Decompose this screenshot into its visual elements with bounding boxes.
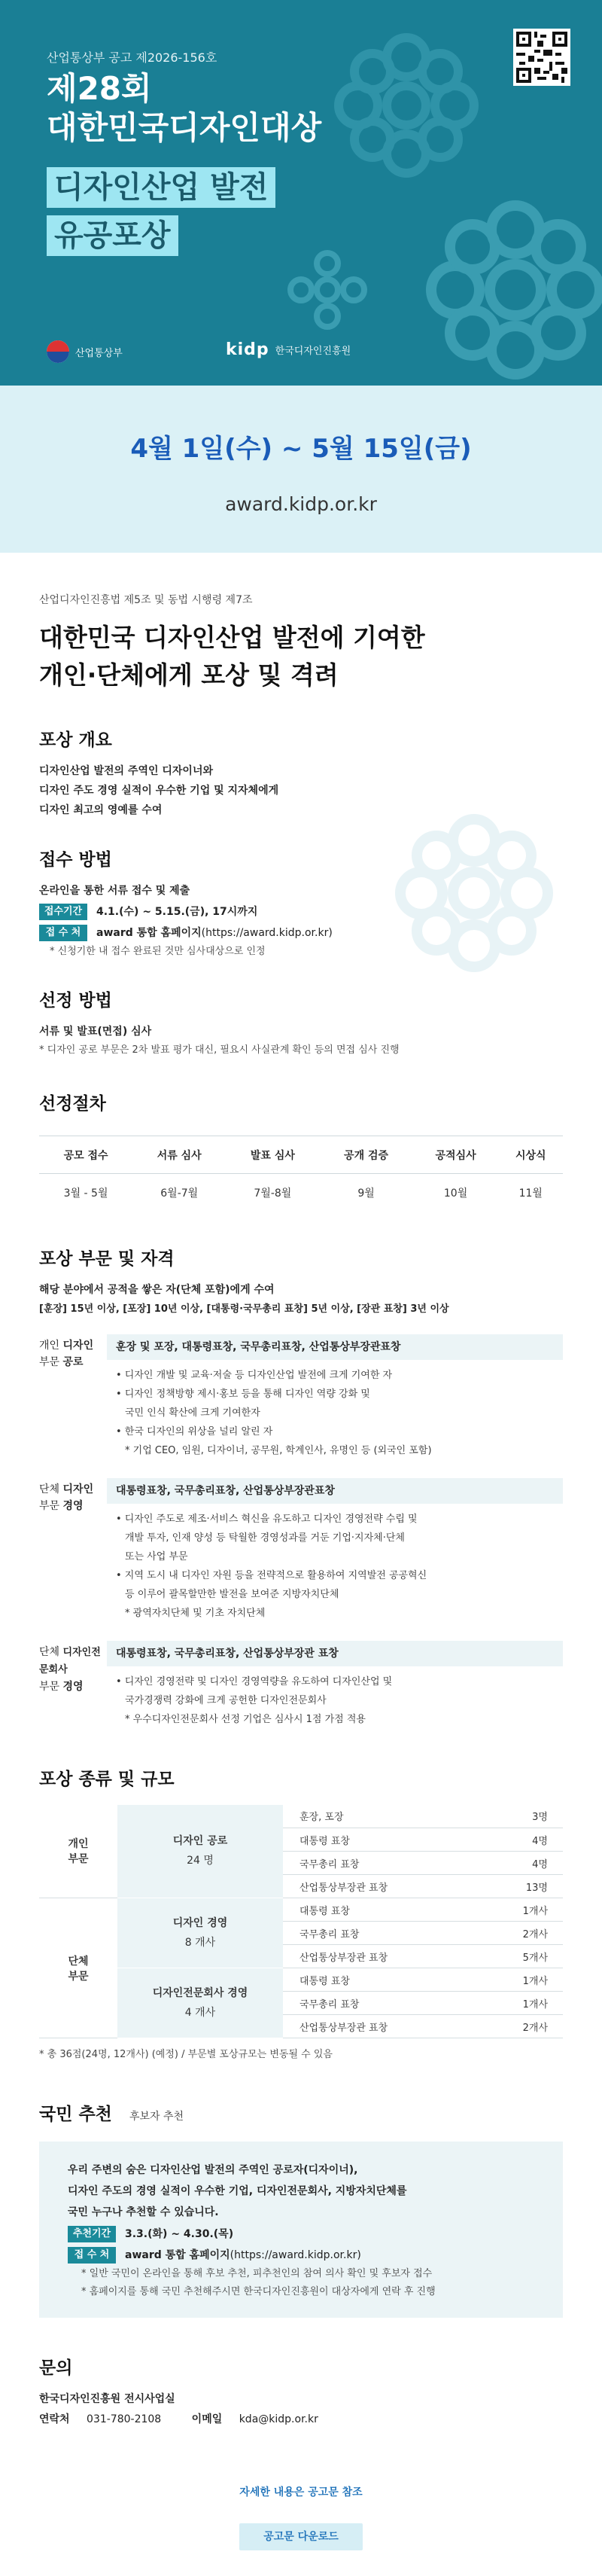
label-name: 경영 xyxy=(62,1499,84,1512)
award-name: 대통령 표창 xyxy=(283,1898,485,1922)
awards-note: * 총 36점(24명, 12개사) (예정) / 부문별 포상규모는 변동될 수 있음 xyxy=(39,2049,333,2060)
ministry-name: 산업통상부 xyxy=(75,347,123,359)
category-awards: 대통령표창, 국무총리표창, 산업통상부장관표창 xyxy=(107,1478,563,1504)
section-title: 국민 추천 xyxy=(39,2105,112,2124)
category-group-management xyxy=(39,1478,563,1626)
flower-decoration-icon xyxy=(286,248,369,331)
contact-org: 한국디자인진흥원 전시사업실 xyxy=(39,2393,175,2405)
step-date: 9월 xyxy=(357,1187,375,1200)
notice-number: 산업통상부 공고 제2026-156호 xyxy=(47,50,217,65)
period-value: 3.3.(화) ~ 4.30.(목) xyxy=(125,2228,234,2240)
step-date: 11월 xyxy=(518,1187,543,1200)
award-title: 대한민국디자인대상 xyxy=(47,109,322,146)
recommend-section xyxy=(39,2100,563,2318)
category-label xyxy=(39,1478,107,1626)
award-name: 훈장, 포장 xyxy=(283,1805,485,1828)
step-name: 공개 검증 xyxy=(319,1136,412,1174)
award-name: 국무총리 표창 xyxy=(283,1992,485,2015)
award-name: 국무총리 표창 xyxy=(283,1852,485,1875)
headline-line-2: 개인·단체에게 포상 및 격려 xyxy=(39,660,339,690)
recommend-box xyxy=(39,2142,563,2318)
headline-line-1: 대한민국 디자인산업 발전에 기여한 xyxy=(39,623,425,652)
group-label: 개인 부문 xyxy=(39,1805,117,1898)
table-row xyxy=(39,1968,563,1992)
award-count: 13명 xyxy=(485,1875,563,1898)
table-row xyxy=(39,1805,563,1828)
phone-label: 연락처 xyxy=(39,2413,70,2425)
category-body xyxy=(107,1334,563,1463)
list-item: * 기업 CEO, 임원, 디자이너, 공무원, 학계인사, 유명인 등 (외국인 포함) xyxy=(125,1444,432,1456)
category-awards: 대통령표창, 국무총리표창, 산업통상부장관 표창 xyxy=(107,1641,563,1666)
label-prefix: 단체 xyxy=(39,1645,60,1658)
section-count: 4 개사 xyxy=(184,2007,216,2019)
label-suffix: 부문 xyxy=(39,1355,60,1368)
overview-section xyxy=(39,726,563,820)
step-date: 3월 - 5월 xyxy=(63,1187,108,1200)
step-name: 공모 접수 xyxy=(39,1136,132,1174)
award-count: 1개사 xyxy=(485,1898,563,1922)
overview-line: 디자인산업 발전의 주역인 디자이너와 xyxy=(39,765,214,777)
hero-banner xyxy=(0,0,602,386)
list-item: • 디자인 주도로 제조·서비스 혁신을 유도하고 디자인 경영전략 수립 및 xyxy=(116,1513,418,1525)
list-item: 개발 투자, 인재 양성 등 탁월한 경영성과를 거둔 기업·지자체·단체 xyxy=(125,1532,405,1544)
step-date: 7월-8월 xyxy=(254,1187,292,1200)
place-value-bold[interactable]: award 통합 홈페이지 xyxy=(96,927,202,939)
website-url[interactable]: award.kidp.or.kr xyxy=(225,493,377,515)
section-cell xyxy=(117,1898,283,1968)
period-value: 4.1.(수) ~ 5.15.(금), 17시까지 xyxy=(96,906,258,918)
list-item: 등 이루어 괄목할만한 발전을 보여준 지방자치단체 xyxy=(125,1588,339,1600)
section-title: 포상 개요 xyxy=(39,730,112,750)
ministry-logo xyxy=(47,340,123,363)
list-item: • 디자인 개발 및 교육·저술 등 디자인산업 발전에 크게 기여한 자 xyxy=(116,1369,393,1381)
contact-section xyxy=(39,2354,563,2430)
taegeuk-logo-icon xyxy=(47,340,69,363)
selection-section xyxy=(39,986,563,1059)
flower-decoration-icon xyxy=(421,196,602,384)
categories-intro: 해당 분야에서 공적을 쌓은 자(단체 포함)에게 수여 xyxy=(39,1283,275,1296)
category-individual-contribution xyxy=(39,1334,563,1463)
main-content xyxy=(0,592,602,2576)
category-criteria-list xyxy=(107,1666,563,1732)
email-label: 이메일 xyxy=(191,2413,223,2425)
awards-table xyxy=(39,1805,563,2039)
section-name: 디자인 공로 xyxy=(172,1835,228,1848)
place-value-bold[interactable]: award 통합 홈페이지 xyxy=(125,2249,230,2261)
label-suffix: 부문 xyxy=(39,1499,60,1512)
place-tag: 접 수 처 xyxy=(39,925,87,941)
category-design-firm xyxy=(39,1641,563,1732)
categories-criteria: [훈장] 15년 이상, [포장] 10년 이상, [대통령·국무총리 표창] 5년 이상, [장관 표창] 3년 이상 xyxy=(39,1303,449,1315)
place-url[interactable]: (https://award.kidp.or.kr) xyxy=(201,927,333,939)
recommend-line: 국민 누구나 추천할 수 있습니다. xyxy=(68,2206,219,2218)
period-tag: 추천기간 xyxy=(68,2226,116,2242)
list-item: • 디자인 정책방향 제시·홍보 등을 통해 디자인 역량 강화 및 xyxy=(116,1388,370,1400)
category-label xyxy=(39,1334,107,1463)
flower-decoration-icon xyxy=(331,30,482,181)
award-name: 대통령 표창 xyxy=(283,1968,485,1992)
section-title: 포상 부문 및 자격 xyxy=(39,1248,175,1269)
award-name: 산업통상부장관 표창 xyxy=(283,1945,485,1968)
selection-subtitle: 서류 및 발표(면접) 심사 xyxy=(39,1026,152,1038)
section-cell xyxy=(117,1805,283,1898)
section-name: 디자인 경영 xyxy=(172,1917,228,1929)
award-name: 대통령 표창 xyxy=(283,1828,485,1852)
category-awards: 훈장 및 포장, 대통령표창, 국무총리표창, 산업통상부장관표창 xyxy=(107,1334,563,1360)
label-prefix: 개인 xyxy=(39,1339,60,1352)
email-address[interactable]: kda@kidp.or.kr xyxy=(239,2413,318,2425)
step-date: 6월-7월 xyxy=(160,1187,199,1200)
award-count: 2개사 xyxy=(485,1922,563,1945)
contact-info xyxy=(39,2409,563,2430)
step-date: 10월 xyxy=(443,1187,468,1200)
section-count: 8 개사 xyxy=(184,1937,216,1949)
section-cell xyxy=(117,1968,283,2038)
list-item: • 한국 디자인의 위상을 널리 알린 자 xyxy=(116,1425,273,1437)
list-item: 국민 인식 확산에 크게 기여한자 xyxy=(125,1407,260,1419)
step-name: 시상식 xyxy=(499,1136,563,1174)
category-criteria-list xyxy=(107,1504,563,1626)
section-title: 포상 종류 및 규모 xyxy=(39,1769,175,1789)
label-name: 경영 xyxy=(62,1680,84,1693)
selection-note: * 디자인 공로 부문은 2차 발표 평가 대신, 필요시 사실관계 확인 등의 면접 심사 진행 xyxy=(39,1044,400,1056)
award-count: 5개사 xyxy=(485,1945,563,1968)
label-name: 공로 xyxy=(62,1355,84,1368)
kidp-name: 한국디자인진흥원 xyxy=(275,346,351,357)
list-item: 또는 사업 부문 xyxy=(125,1550,188,1562)
label-name: 디자인 xyxy=(62,1483,94,1495)
award-count: 4명 xyxy=(485,1828,563,1852)
apply-subtitle: 온라인을 통한 서류 접수 및 제출 xyxy=(39,885,190,897)
award-name: 국무총리 표창 xyxy=(283,1922,485,1945)
recommend-note: * 일반 국민이 온라인을 통해 후보 추천, 피추천인의 참여 의사 확인 및 후보자 접수 xyxy=(81,2268,433,2279)
award-count: 4명 xyxy=(485,1852,563,1875)
group-label: 단체 부문 xyxy=(39,1898,117,2038)
category-body xyxy=(107,1641,563,1732)
list-item: * 광역자치단체 및 기초 자치단체 xyxy=(125,1607,266,1619)
procedure-table xyxy=(39,1136,563,1212)
step-name: 발표 심사 xyxy=(226,1136,319,1174)
award-name: 산업통상부장관 표창 xyxy=(283,2015,485,2038)
section-name: 디자인전문회사 경영 xyxy=(152,1987,248,1999)
step-name: 서류 심사 xyxy=(132,1136,226,1174)
overview-line: 디자인 주도 경영 실적이 우수한 기업 및 지자체에게 xyxy=(39,785,279,797)
place-tag: 접 수 처 xyxy=(68,2247,116,2264)
recommend-line: 우리 주변의 숨은 디자인산업 발전의 주역인 공로자(디자이너), xyxy=(68,2164,358,2176)
label-suffix: 부문 xyxy=(39,1680,60,1693)
flower-decoration-icon xyxy=(391,810,557,976)
period-tag: 접수기간 xyxy=(39,904,87,920)
category-label xyxy=(39,1641,107,1732)
award-count: 3명 xyxy=(485,1805,563,1828)
section-title: 접수 방법 xyxy=(39,850,112,870)
table-row xyxy=(39,1898,563,1922)
recommend-subtitle: 후보자 추천 xyxy=(129,2111,184,2123)
kidp-wordmark: kidp xyxy=(226,340,269,359)
award-count: 2개사 xyxy=(485,2015,563,2038)
label-name: 디자인전문회사 xyxy=(39,1646,101,1675)
qr-code-icon[interactable] xyxy=(513,29,570,86)
recommend-place-row xyxy=(68,2245,534,2265)
award-count: 1개사 xyxy=(485,1992,563,2015)
apply-note: * 신청기한 내 접수 완료된 것만 심사대상으로 인정 xyxy=(50,946,266,957)
recommend-period-row xyxy=(68,2224,534,2244)
categories-section xyxy=(39,1245,563,1732)
award-count: 1개사 xyxy=(485,1968,563,1992)
list-item: * 우수디자인전문회사 선정 기업은 심사시 1점 가점 적용 xyxy=(125,1713,366,1725)
footer xyxy=(39,2484,563,2576)
list-item: • 지역 도시 내 디자인 자원 등을 전략적으로 활용하여 지역발전 공공혁신 xyxy=(116,1569,427,1581)
kidp-logo xyxy=(226,340,351,359)
section-title: 선정 방법 xyxy=(39,991,112,1011)
footer-note: 자세한 내용은 공고문 참조 xyxy=(239,2486,363,2498)
phone-number[interactable]: 031-780-2108 xyxy=(87,2413,162,2425)
recommend-line: 디자인 주도의 경영 실적이 우수한 기업, 디자인전문회사, 지방자치단체를 xyxy=(68,2185,407,2197)
award-edition: 제28회 xyxy=(47,70,152,107)
award-name: 산업통상부장관 표창 xyxy=(283,1875,485,1898)
procedure-section xyxy=(39,1090,563,1212)
section-title: 선정절차 xyxy=(39,1094,106,1114)
download-button[interactable]: 공고문 다운로드 xyxy=(239,2523,363,2550)
list-item: • 디자인 경영전략 및 디자인 경영역량을 유도하여 디자인산업 및 xyxy=(116,1675,393,1687)
category-body xyxy=(107,1478,563,1626)
highlight-title-2: 유공포상 xyxy=(47,215,178,256)
place-url[interactable]: (https://award.kidp.or.kr) xyxy=(230,2249,361,2261)
application-period: 4월 1일(수) ~ 5월 15일(금) xyxy=(130,434,472,464)
section-title: 문의 xyxy=(39,2358,73,2378)
awards-section xyxy=(39,1765,563,2065)
label-name: 디자인 xyxy=(62,1339,94,1352)
headline xyxy=(39,619,563,694)
legal-basis: 산업디자인진흥법 제5조 및 동법 시행령 제7조 xyxy=(39,594,253,606)
recommend-note: * 홈페이지를 통해 국민 추천해주시면 한국디자인진흥원이 대상자에게 연락 후 진행 xyxy=(81,2286,436,2297)
label-prefix: 단체 xyxy=(39,1483,60,1495)
category-criteria-list xyxy=(107,1360,563,1463)
list-item: 국가경쟁력 강화에 크게 공헌한 디자인전문회사 xyxy=(125,1694,327,1706)
highlight-title-1: 디자인산업 발전 xyxy=(47,167,275,208)
step-name: 공적심사 xyxy=(413,1136,499,1174)
overview-line: 디자인 최고의 영예를 수여 xyxy=(39,804,163,816)
period-band xyxy=(0,386,602,553)
section-count: 24 명 xyxy=(187,1855,214,1867)
